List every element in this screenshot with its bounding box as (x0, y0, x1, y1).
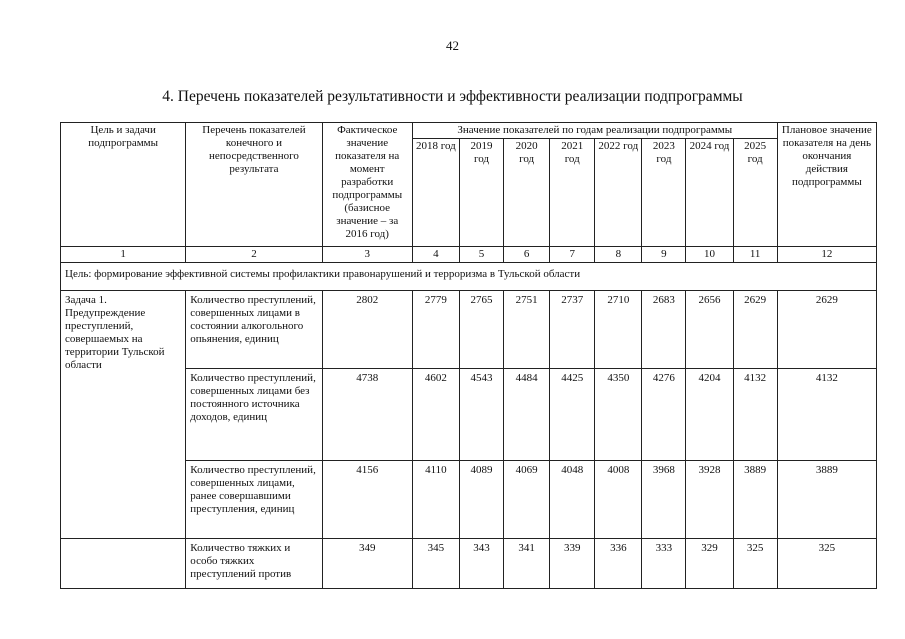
year-value: 2737 (550, 291, 595, 369)
year-value: 4543 (459, 369, 503, 461)
goal-text: Цель: формирование эффективной системы профилактики правонарушений и терроризма в Тульской области (61, 263, 877, 291)
column-number: 2 (186, 247, 322, 263)
header-year: 2019 год (459, 139, 503, 247)
column-number: 5 (459, 247, 503, 263)
year-value: 341 (504, 539, 550, 589)
column-numbers-row (61, 247, 877, 263)
year-value: 4110 (412, 461, 459, 539)
year-value: 4132 (733, 369, 777, 461)
goal-row (61, 263, 877, 291)
year-value: 2683 (642, 291, 686, 369)
year-value: 329 (686, 539, 733, 589)
planned-value: 2629 (777, 291, 876, 369)
year-value: 3889 (733, 461, 777, 539)
planned-value: 3889 (777, 461, 876, 539)
header-year: 2021 год (550, 139, 595, 247)
header-year: 2022 год (595, 139, 642, 247)
header-year: 2018 год (412, 139, 459, 247)
year-value: 2710 (595, 291, 642, 369)
header-indicators: Перечень показателей конечного и непосредственного результата (186, 123, 322, 247)
planned-value: 325 (777, 539, 876, 589)
year-value: 2629 (733, 291, 777, 369)
column-number: 9 (642, 247, 686, 263)
table-row (61, 291, 877, 369)
header-goal: Цель и задачи подпрограммы (61, 123, 186, 247)
year-value: 345 (412, 539, 459, 589)
year-value: 325 (733, 539, 777, 589)
document-title: 4. Перечень показателей результативности и эффективности реализации подпрограммы (162, 88, 743, 105)
column-number: 7 (550, 247, 595, 263)
year-value: 2656 (686, 291, 733, 369)
planned-value: 4132 (777, 369, 876, 461)
actual-value: 2802 (322, 291, 412, 369)
actual-value: 349 (322, 539, 412, 589)
year-value: 4425 (550, 369, 595, 461)
header-year: 2023 год (642, 139, 686, 247)
indicators-table (60, 122, 877, 589)
column-number: 4 (412, 247, 459, 263)
column-number: 3 (322, 247, 412, 263)
task-1-text: Задача 1. Предупреждение преступлений, совершаемых на территории Тульской области (61, 291, 186, 539)
column-number: 12 (777, 247, 876, 263)
column-number: 11 (733, 247, 777, 263)
year-value: 4350 (595, 369, 642, 461)
column-number: 8 (595, 247, 642, 263)
header-row-1 (61, 123, 877, 139)
header-year: 2025 год (733, 139, 777, 247)
header-year: 2024 год (686, 139, 733, 247)
header-actual: Фактическое значение показателя на момент разработки подпрограммы (базисное значение – за 2016 год) (322, 123, 412, 247)
indicator-name: Количество преступлений, совершенных лицами без постоянного источника доходов, единиц (186, 369, 322, 461)
actual-value: 4156 (322, 461, 412, 539)
indicator-name: Количество преступлений, совершенных лицами, ранее совершавшими преступления, единиц (186, 461, 322, 539)
year-value: 2765 (459, 291, 503, 369)
page-number: 42 (446, 38, 459, 53)
year-value: 339 (550, 539, 595, 589)
table-row (61, 539, 877, 589)
year-value: 343 (459, 539, 503, 589)
year-value: 4602 (412, 369, 459, 461)
year-value: 333 (642, 539, 686, 589)
header-planned: Плановое значение показателя на день окончания действия подпрограммы (777, 123, 876, 247)
header-year: 2020 год (504, 139, 550, 247)
indicator-name: Количество преступлений, совершенных лицами в состоянии алкогольного опьянения, единиц (186, 291, 322, 369)
year-value: 2779 (412, 291, 459, 369)
header-by-years: Значение показателей по годам реализации подпрограммы (412, 123, 777, 139)
year-value: 336 (595, 539, 642, 589)
year-value: 3928 (686, 461, 733, 539)
indicator-name: Количество тяжких и особо тяжких преступлений против (186, 539, 322, 589)
column-number: 1 (61, 247, 186, 263)
empty-task-cell (61, 539, 186, 589)
actual-value: 4738 (322, 369, 412, 461)
year-value: 4484 (504, 369, 550, 461)
year-value: 4089 (459, 461, 503, 539)
year-value: 4204 (686, 369, 733, 461)
year-value: 4069 (504, 461, 550, 539)
column-number: 10 (686, 247, 733, 263)
year-value: 4008 (595, 461, 642, 539)
year-value: 3968 (642, 461, 686, 539)
year-value: 4276 (642, 369, 686, 461)
year-value: 4048 (550, 461, 595, 539)
year-value: 2751 (504, 291, 550, 369)
column-number: 6 (504, 247, 550, 263)
